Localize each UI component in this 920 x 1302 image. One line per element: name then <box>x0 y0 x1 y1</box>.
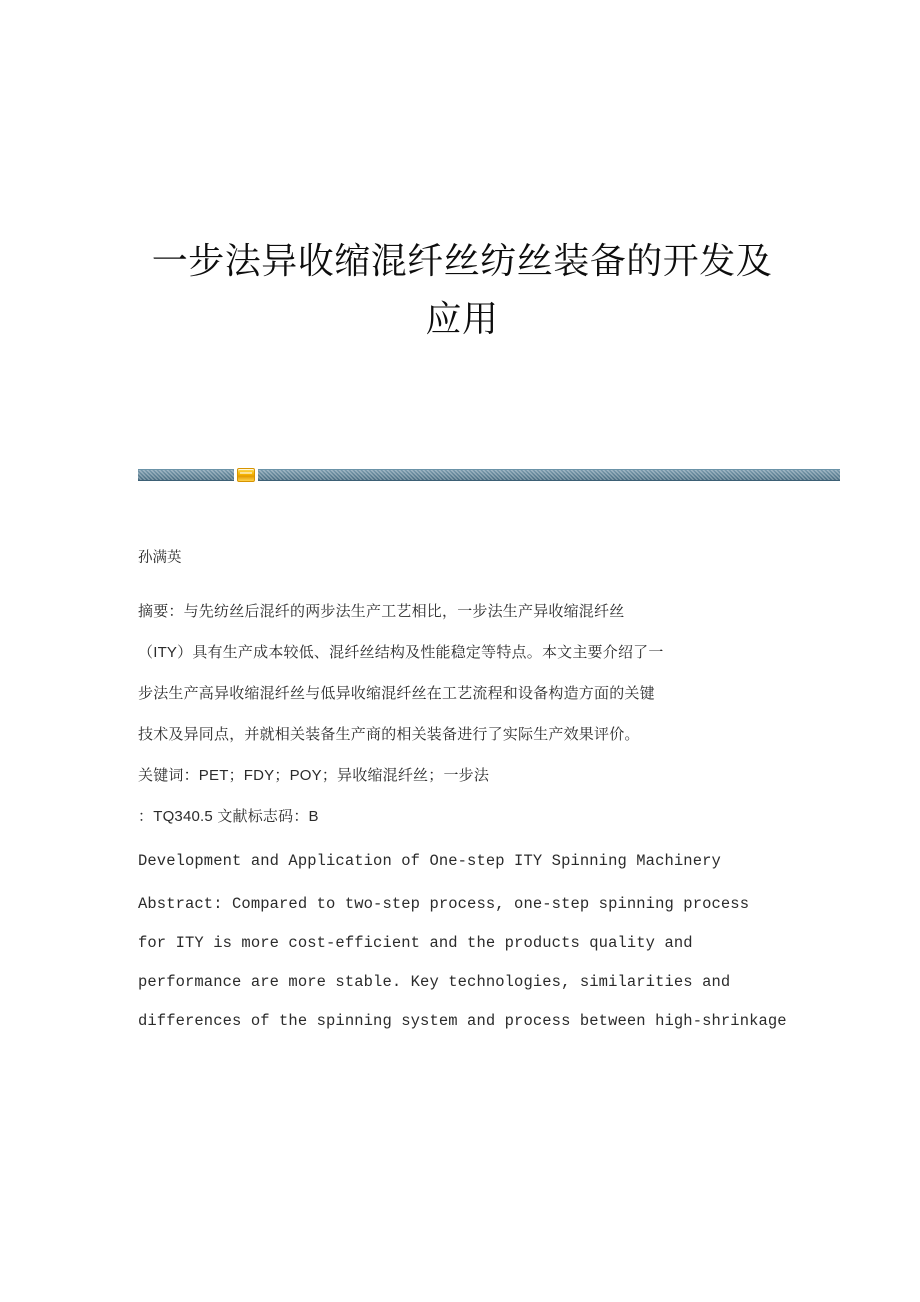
abstract-en-line: performance are more stable. Key technologies, similarities and <box>138 973 731 992</box>
page-title-line-1: 一步法异收缩混纤丝纺丝装备的开发及 <box>151 240 773 282</box>
abstract-cn-line: 摘要：与先纺丝后混纤的两步法生产工艺相比，一步法生产异收缩混纤丝 <box>138 602 625 620</box>
abstract-english <box>138 889 798 1037</box>
abstract-en-line: for ITY is more cost-efficient and the products quality and <box>138 934 693 953</box>
abstract-cn-line: 步法生产高异收缩混纤丝与低异收缩混纤丝在工艺流程和设备构造方面的关键 <box>138 684 655 702</box>
abstract-cn-line: （ITY）具有生产成本较低、混纤丝结构及性能稳定等特点。本文主要介绍了一 <box>138 643 664 661</box>
title-english: Development and Application of One-step ITY Spinning Machinery <box>138 852 721 871</box>
abstract-en-line: Abstract: Compared to two-step process, one-step spinning process <box>138 895 750 914</box>
abstract-chinese <box>138 596 798 750</box>
page-title-line-2: 应用 <box>425 298 499 340</box>
author-name: 孙满英 <box>138 550 182 566</box>
gem-ornament-icon <box>234 464 258 486</box>
page-title <box>138 232 786 349</box>
document-body <box>138 548 798 1045</box>
abstract-en-line: differences of the spinning system and process between high-shrinkage <box>138 1012 787 1031</box>
abstract-cn-line: 技术及异同点，并就相关装备生产商的相关装备进行了实际生产效果评价。 <box>138 725 640 743</box>
keywords-chinese: 关键词：PET；FDY；POY；异收缩混纤丝；一步法 <box>138 766 490 784</box>
classification-code: ：TQ340.5 文献标志码：B <box>138 807 319 825</box>
decorative-divider <box>138 464 840 486</box>
